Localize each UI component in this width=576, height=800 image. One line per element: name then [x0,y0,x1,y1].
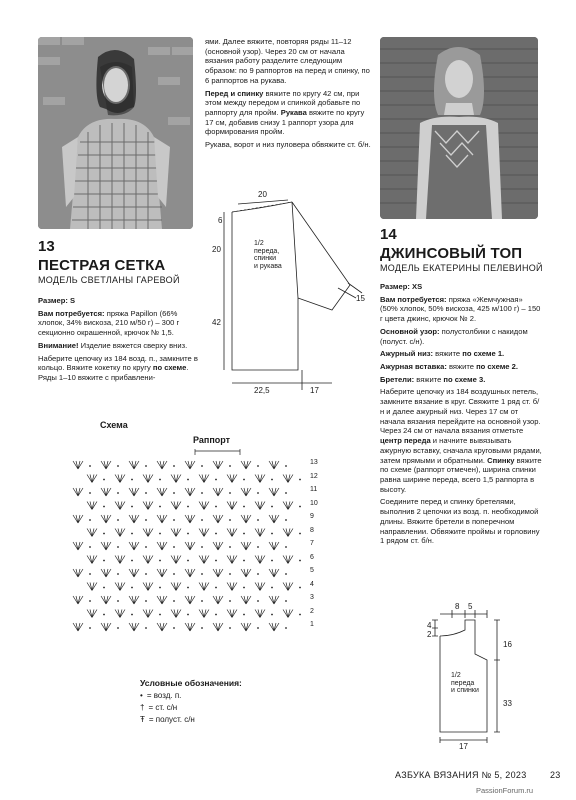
scheme-fan [227,610,237,618]
pattern-13-note: 1/2 переда, спинки и рукава [254,240,282,271]
item-13-attention: Внимание! Изделие вяжется сверху вниз. [38,340,188,350]
scheme-fan [213,461,223,469]
scheme-chain-dot [299,560,301,562]
scheme-chain-dot [187,533,189,535]
scheme-fan [199,502,209,510]
dim-8: 8 [455,602,460,611]
scheme-fan [269,542,279,550]
scheme-fan [73,542,83,550]
crochet-scheme-chart [70,447,306,647]
scheme-chain-dot [159,587,161,589]
scheme-chain-dot [229,465,231,467]
scheme-fan [255,502,265,510]
scheme-chain-dot [159,506,161,508]
scheme-fan [73,515,83,523]
scheme-row-number: 10 [310,499,318,507]
scheme-chain-dot [187,479,189,481]
scheme-chain-dot [173,573,175,575]
scheme-fan [143,529,153,537]
scheme-fan [73,488,83,496]
scheme-fan [157,623,167,631]
scheme-fan [157,461,167,469]
item-13-header [38,237,198,287]
scheme-fan [199,583,209,591]
scheme-chain-dot [173,627,175,629]
scheme-chain-dot [145,519,147,521]
item-14-text [380,282,542,549]
scheme-fan [129,596,139,604]
scheme-fan [87,556,97,564]
continuation-p1: ями. Далее вяжите, повторяя ряды 11–12 (основной узор). Через 20 см от начала вязания работу разделите следующим образом: по 9 раппортов на перед и спинку, по 6 раппортов на рукава. [205,37,370,85]
pattern-13-diagram [210,190,370,400]
scheme-chain-dot [243,614,245,616]
scheme-fan [73,569,83,577]
scheme-fan [87,583,97,591]
scheme-row-number: 11 [310,486,318,493]
scheme-fan [157,488,167,496]
scheme-chain-dot [131,506,133,508]
scheme-fan [157,515,167,523]
scheme-chain-dot [145,600,147,602]
dim-33: 33 [503,699,512,708]
scheme-fan [101,488,111,496]
scheme-fan [185,596,195,604]
scheme-chain-dot [299,506,301,508]
scheme-fan [213,515,223,523]
scheme-fan [115,502,125,510]
scheme-chain-dot [89,573,91,575]
scheme-fan [241,623,251,631]
scheme-fan [171,556,181,564]
scheme-fan [227,583,237,591]
scheme-fan [199,475,209,483]
scheme-chain-dot [201,465,203,467]
item-14-instructions: Наберите цепочку из 184 воздушных петель, замкните вязание в круг. Свяжите 1 ряд ст. б/н и далее ажурный низ. Через 17 см от начала вязания перейдите на основной узор. Через 24 см от начала вязания отметьте центр переда и начните вывязывать ажурную вставку, сначала круговыми рядами, затем прямыми и обратными. Спинку вяжите по схеме (раппорт отмечен), ширина спинки равна ширине переда, всего 1,5 раппорта в высоту. [380,387,542,494]
scheme-chain-dot [215,479,217,481]
scheme-chain-dot [285,519,287,521]
continuation-p2: Перед и спинку вяжите по кругу 42 см, при этом между передом и спинкой добавьте по раппорту для пройм. Рукава вяжите по кругу 17 см, добавив снизу 1 раппорт узора для формирования пройм. [205,88,365,137]
pattern-14-note: 1/2 переда и спинки [451,672,479,695]
scheme-fan [129,461,139,469]
dim-6: 6 [218,216,223,225]
scheme-fan [87,502,97,510]
scheme-chain-dot [187,506,189,508]
scheme-fan [241,542,251,550]
item-14-materials: Вам потребуется: пряжа «Жемчужная» (50% хлопок, 50% вискоза, 425 м/100 г) – 150 г цвета джинс, крючок № 2. [380,294,541,324]
scheme-chain-dot [257,600,259,602]
scheme-chain-dot [215,614,217,616]
scheme-chain-dot [89,546,91,548]
scheme-fan [283,610,293,618]
scheme-chain-dot [285,492,287,494]
scheme-chain-dot [187,560,189,562]
scheme-fan [241,569,251,577]
scheme-fan [157,542,167,550]
legend [140,678,242,728]
scheme-chain-dot [299,614,301,616]
scheme-chain-dot [271,560,273,562]
item-14-base-stitch: Основной узор: полустолбики с накидом (полуст. с/н). [380,326,528,346]
scheme-chain-dot [117,546,119,548]
dim-20-left: 20 [212,245,221,254]
dim-17: 17 [310,386,319,395]
scheme-chain-dot [257,573,259,575]
scheme-chain-dot [117,600,119,602]
item-13-model: МОДЕЛЬ СВЕТЛАНЫ ГАРЕВОЙ [38,275,180,286]
dim-15: 15 [356,294,365,303]
scheme-chain-dot [257,627,259,629]
scheme-chain-dot [271,614,273,616]
scheme-fan [185,623,195,631]
scheme-fan [283,475,293,483]
scheme-fan [185,461,195,469]
scheme-chain-dot [89,627,91,629]
scheme-chain-dot [117,519,119,521]
scheme-chain-dot [243,533,245,535]
scheme-chain-dot [201,627,203,629]
scheme-chain-dot [243,587,245,589]
scheme-fan [269,569,279,577]
scheme-chain-dot [173,600,175,602]
item-14-header [380,225,550,275]
scheme-fan [157,569,167,577]
scheme-fan [129,623,139,631]
scheme-chain-dot [103,587,105,589]
scheme-fan [115,475,125,483]
scheme-fan [199,529,209,537]
scheme-fan [129,569,139,577]
scheme-fan [171,475,181,483]
scheme-fan [241,596,251,604]
scheme-title: Схема [100,420,128,430]
scheme-chain-dot [201,573,203,575]
scheme-chain-dot [257,519,259,521]
scheme-chain-dot [159,560,161,562]
scheme-fan [255,583,265,591]
scheme-chain-dot [131,614,133,616]
scheme-chain-dot [243,479,245,481]
scheme-chain-dot [285,465,287,467]
scheme-fan [87,610,97,618]
scheme-chain-dot [215,533,217,535]
continuation-p3: Рукава, ворот и низ пуловера обвяжите ст. б/н. [205,140,371,150]
scheme-fan [143,502,153,510]
scheme-fan [241,488,251,496]
scheme-chain-dot [229,600,231,602]
scheme-chain-dot [187,614,189,616]
item-13-instructions: Наберите цепочку из 184 возд. п., замкните в кольцо. Вяжите кокетку по кругу по схеме. Ряды 1–10 вяжите с прибавлени- [38,353,198,383]
scheme-fan [143,610,153,618]
scheme-chain-dot [271,587,273,589]
pattern-13-lines [210,190,370,400]
scheme-chain-dot [89,492,91,494]
scheme-chain-dot [285,573,287,575]
scheme-chain-dot [117,492,119,494]
scheme-chain-dot [229,627,231,629]
dim-5: 5 [468,602,473,611]
scheme-chain-dot [243,506,245,508]
item-14-lace-insert: Ажурная вставка: вяжите по схеме 2. [380,362,518,372]
scheme-row-number: 2 [310,607,314,615]
scheme-chain-dot [201,519,203,521]
scheme-fan [241,515,251,523]
scheme-fan [129,488,139,496]
scheme-fan [213,542,223,550]
scheme-fan [241,461,251,469]
scheme-chain-dot [285,546,287,548]
scheme-chain-dot [89,465,91,467]
scheme-chain-dot [187,587,189,589]
scheme-chain-dot [215,587,217,589]
scheme-fan [255,529,265,537]
scheme-chain-dot [285,600,287,602]
scheme-fan [213,488,223,496]
scheme-fan [269,596,279,604]
scheme-fan [101,542,111,550]
scheme-fan [213,596,223,604]
scheme-fan [185,515,195,523]
scheme-chain-dot [257,546,259,548]
legend-hdc: Ŧ = полуст. с/н [140,715,195,725]
scheme-chain-dot [89,519,91,521]
model-14-photo-art [380,37,538,219]
scheme-fan [213,569,223,577]
dim-2: 2 [427,630,432,639]
watermark: PassionForum.ru [476,786,534,795]
scheme-chain-dot [131,533,133,535]
dim-22-5: 22,5 [254,386,270,395]
dim-17-bottom: 17 [459,742,468,751]
scheme-fan [171,502,181,510]
legend-chain: • = возд. п. [140,690,182,700]
item-13-materials: Вам потребуется: пряжа Papillon (66% хлопок, 34% вискоза, 210 м/50 г) – 300 г секционно окрашенной, крючок № 1,5. [38,308,180,338]
scheme-chain-dot [229,492,231,494]
scheme-fan [101,623,111,631]
scheme-fan [255,475,265,483]
scheme-fan [185,569,195,577]
scheme-chain-dot [201,600,203,602]
scheme-chain-dot [215,560,217,562]
scheme-chain-dot [271,479,273,481]
item-13-text [38,296,200,386]
scheme-fan [73,596,83,604]
scheme-fan [255,556,265,564]
scheme-chain-dot [145,573,147,575]
legend-dc: † = ст. с/н [140,703,178,713]
scheme-fan [171,583,181,591]
scheme-row-number: 12 [310,472,318,480]
scheme-chain-dot [103,614,105,616]
dim-42: 42 [212,318,221,327]
scheme-row-number: 5 [310,567,314,574]
scheme-chain-dot [117,465,119,467]
scheme-fan [227,529,237,537]
scheme-fan [115,610,125,618]
scheme-chain-dot [229,519,231,521]
scheme-fan [101,596,111,604]
scheme-chain-dot [159,533,161,535]
scheme-fan [185,542,195,550]
scheme-fan [283,529,293,537]
scheme-chain-dot [299,479,301,481]
scheme-chain-dot [271,506,273,508]
scheme-fan [129,542,139,550]
scheme-fan [143,475,153,483]
scheme-fan [73,623,83,631]
scheme-fan [269,461,279,469]
scheme-chain-dot [117,627,119,629]
scheme-fan [87,529,97,537]
crochet-scheme [70,447,320,647]
scheme-row-number: 8 [310,526,314,534]
scheme-chain-dot [131,479,133,481]
item-13-title: ПЕСТРАЯ СЕТКА [38,257,166,275]
scheme-fan [157,596,167,604]
scheme-fan [269,623,279,631]
item-13-number: 13 [38,238,55,255]
scheme-row-number: 9 [310,513,314,520]
scheme-chain-dot [103,479,105,481]
scheme-chain-dot [159,614,161,616]
scheme-fan [115,556,125,564]
scheme-row-number: 4 [310,580,314,588]
scheme-fan [101,569,111,577]
scheme-row-number: 3 [310,594,314,601]
scheme-fan [171,529,181,537]
scheme-chain-dot [201,546,203,548]
scheme-fan [87,475,97,483]
scheme-fan [185,488,195,496]
scheme-chain-dot [145,492,147,494]
scheme-chain-dot [117,573,119,575]
scheme-fan [199,610,209,618]
scheme-fan [269,515,279,523]
scheme-chain-dot [103,560,105,562]
scheme-chain-dot [299,533,301,535]
scheme-fan [115,583,125,591]
scheme-chain-dot [159,479,161,481]
scheme-chain-dot [131,587,133,589]
scheme-fan [73,461,83,469]
scheme-fan [101,515,111,523]
rapport-label: Раппорт [193,435,231,445]
dim-4: 4 [427,621,432,630]
scheme-fan [115,529,125,537]
model-14-photo [380,37,538,219]
scheme-chain-dot [285,627,287,629]
dim-16: 16 [503,640,512,649]
magazine-name: АЗБУКА ВЯЗАНИЯ № 5, 2023 [395,770,527,780]
scheme-chain-dot [201,492,203,494]
scheme-fan [283,556,293,564]
scheme-chain-dot [145,465,147,467]
scheme-fan [227,475,237,483]
scheme-chain-dot [173,519,175,521]
scheme-chain-dot [103,506,105,508]
scheme-fan [171,610,181,618]
scheme-chain-dot [145,546,147,548]
scheme-fan [255,610,265,618]
scheme-chain-dot [145,627,147,629]
item-14-lace-bottom: Ажурный низ: вяжите по схеме 1. [380,349,505,359]
scheme-fan [213,623,223,631]
scheme-row-number: 7 [310,540,314,547]
scheme-chain-dot [271,533,273,535]
item-13-size: Размер: S [38,296,76,305]
page-number: 23 [550,770,561,780]
item-14-finishing: Соедините перед и спинку бретелями, выполнив 2 цепочки из возд. п. необходимой длины. Вяжите бретели в поперечном направлении. Обвяжите проймы и горловину 1 рядом ст. б/н. [380,497,540,546]
scheme-row-number: 6 [310,553,314,561]
scheme-chain-dot [173,465,175,467]
scheme-chain-dot [229,573,231,575]
scheme-fan [283,583,293,591]
scheme-row-number: 1 [310,621,314,628]
item-14-model: МОДЕЛЬ ЕКАТЕРИНЫ ПЕЛЕВИНОЙ [380,263,543,274]
scheme-fan [129,515,139,523]
scheme-chain-dot [299,587,301,589]
item-14-title: ДЖИНСОВЫЙ ТОП [380,245,523,263]
scheme-fan [227,556,237,564]
scheme-fan [269,488,279,496]
continuation-text [205,37,373,153]
scheme-chain-dot [173,546,175,548]
scheme-fan [283,502,293,510]
scheme-fan [199,556,209,564]
scheme-chain-dot [229,546,231,548]
scheme-chain-dot [89,600,91,602]
scheme-fan [227,502,237,510]
scheme-fan [143,556,153,564]
model-13-photo-art [38,37,193,229]
scheme-chain-dot [257,465,259,467]
scheme-chain-dot [215,506,217,508]
scheme-fan [143,583,153,591]
scheme-row-number: 13 [310,459,318,466]
scheme-fan [101,461,111,469]
model-13-photo [38,37,193,229]
item-14-size: Размер: XS [380,282,423,291]
legend-title: Условные обозначения: [140,678,242,688]
scheme-chain-dot [257,492,259,494]
scheme-chain-dot [131,560,133,562]
item-14-straps: Бретели: вяжите по схеме 3. [380,374,486,384]
scheme-chain-dot [173,492,175,494]
scheme-chain-dot [243,560,245,562]
scheme-chain-dot [103,533,105,535]
item-14-number: 14 [380,226,397,243]
dim-20-top: 20 [258,190,267,199]
pattern-14-diagram [425,602,525,752]
